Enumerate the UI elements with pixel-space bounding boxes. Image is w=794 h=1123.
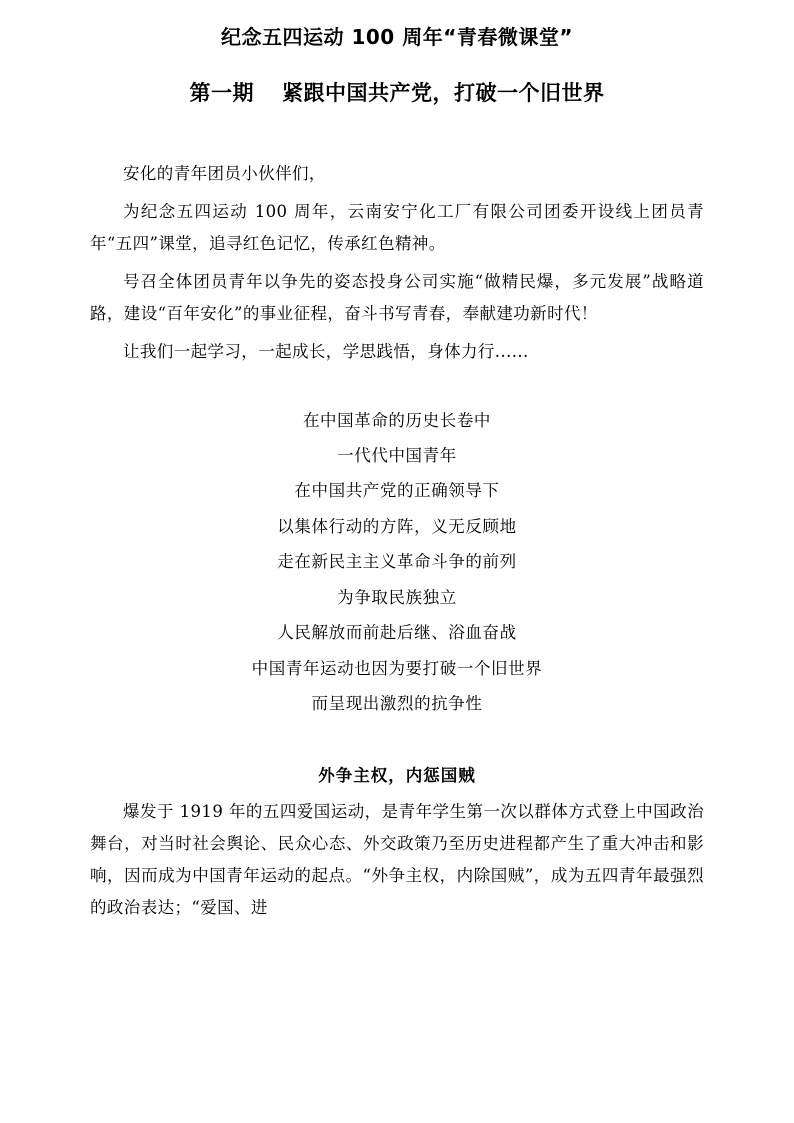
paragraph: 安化的青年团员小伙伴们， — [123, 163, 326, 183]
paragraph: 爆发于 1919 年的五四爱国运动，是青年学生第一次以群体方式登上中国政治舞台，对当时社会舆论、民众心态、外交政策乃至历史进程都产生了重大冲击和影响，因而成为中国青年运动的起点。“外争主权，内除国贼”，成为五四青年最强烈的政治表达；“爱国、进 — [90, 801, 704, 918]
verse-section — [90, 403, 704, 722]
verse-line: 为争取民族独立 — [337, 587, 457, 607]
verse-line: 人民解放而前赴后继、浴血奋战 — [277, 623, 517, 643]
verse-line: 而呈现出激烈的抗争性 — [311, 694, 483, 714]
verse-line: 走在新民主主义革命斗争的前列 — [277, 552, 517, 572]
paragraph: 让我们一起学习，一起成长，学思践悟，身体力行...... — [123, 342, 529, 362]
paragraph: 号召全体团员青年以争先的姿态投身公司实施“做精民爆，多元发展”战略道路，建设“百年安化”的事业征程，奋斗书写青春，奉献建功新时代！ — [90, 272, 704, 324]
verse-line: 在中国共产党的正确领导下 — [294, 481, 500, 501]
subtitle-text: 紧跟中国共产党，打破一个旧世界 — [282, 81, 605, 105]
section-heading: 外争主权，内惩国贼 — [318, 765, 476, 785]
intro-section — [90, 158, 704, 369]
verse-line: 中国青年运动也因为要打破一个旧世界 — [251, 658, 543, 678]
subtitle-episode: 第一期 — [189, 81, 254, 105]
verse-line: 以集体行动的方阵，义无反顾地 — [277, 516, 517, 536]
paragraph: 为纪念五四运动 100 周年，云南安宁化工厂有限公司团委开设线上团员青年“五四”课堂，追寻红色记忆，传承红色精神。 — [90, 201, 704, 253]
page-title: 纪念五四运动 100 周年“青春微课堂” — [221, 25, 573, 49]
section-body — [90, 796, 704, 925]
verse-line: 在中国革命的历史长卷中 — [302, 410, 492, 430]
verse-line: 一代代中国青年 — [337, 446, 457, 465]
page-subtitle — [90, 78, 704, 110]
